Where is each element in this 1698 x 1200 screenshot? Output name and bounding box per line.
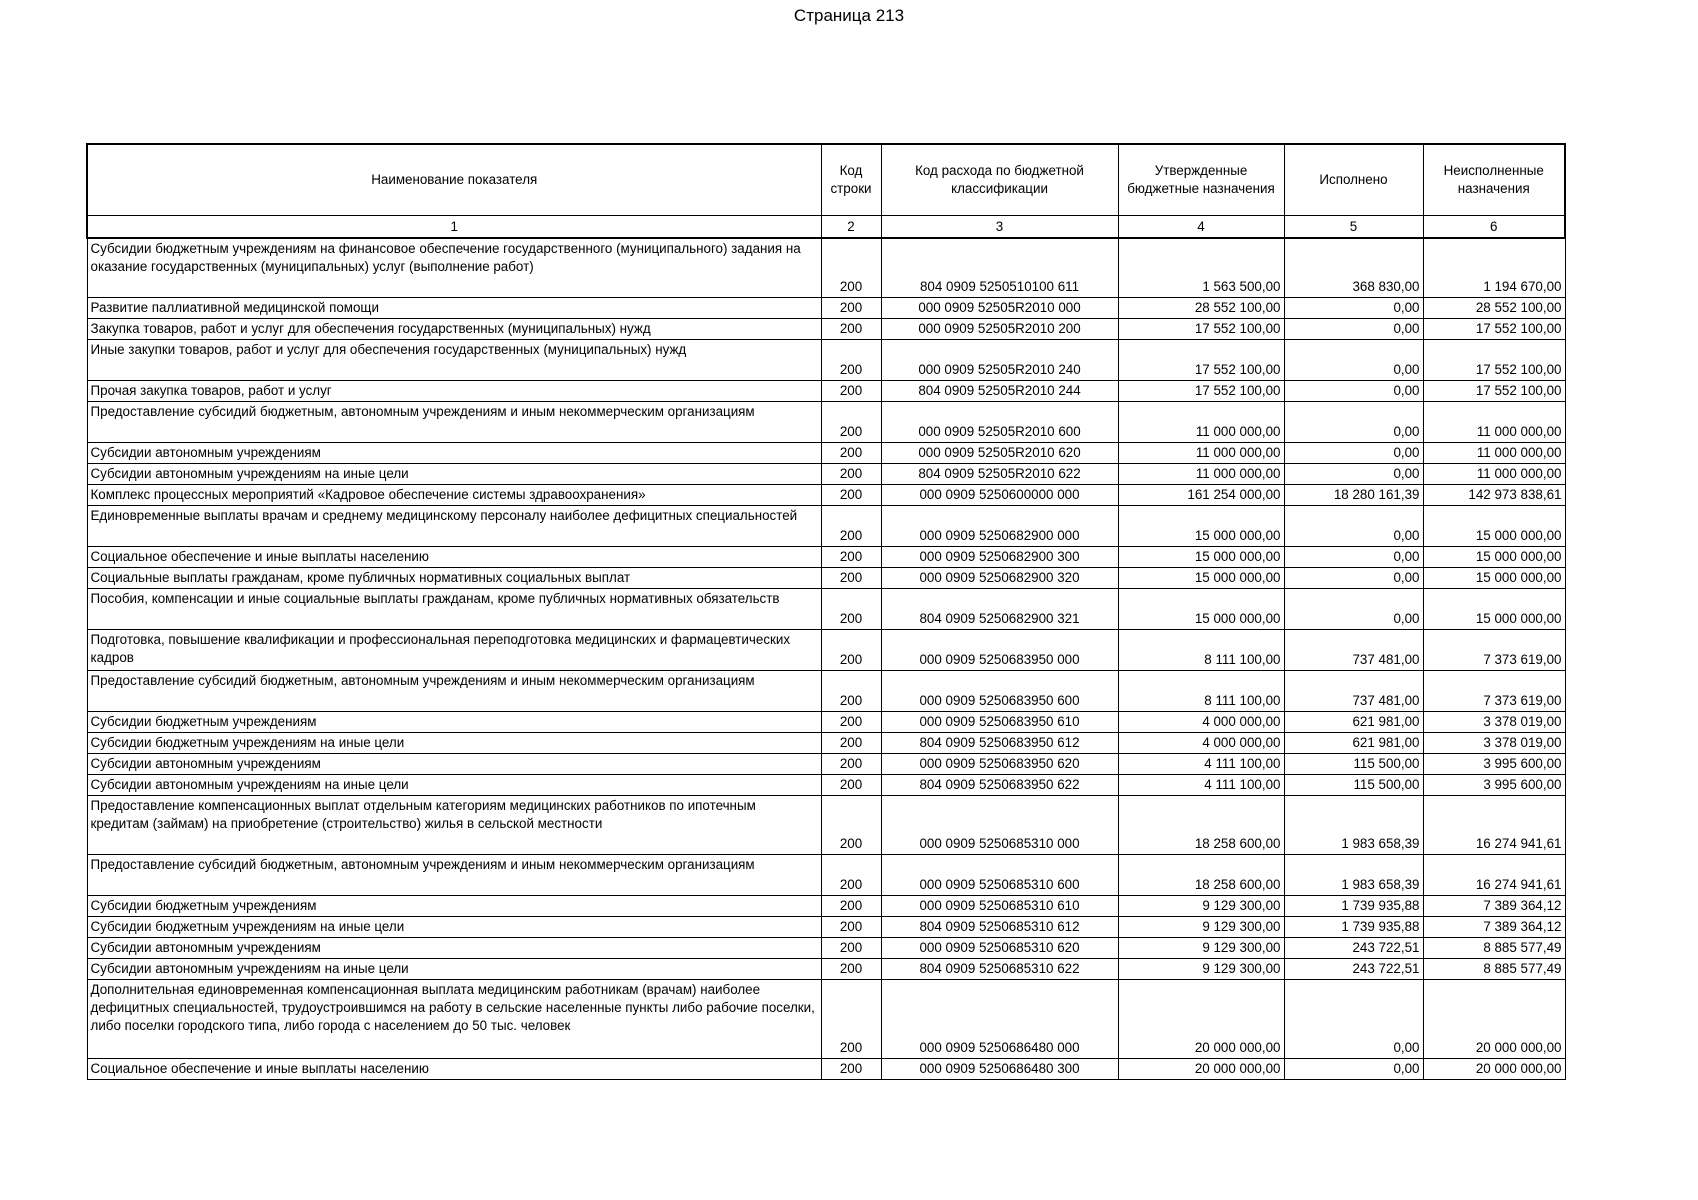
row-budget-code-cell: 000 0909 5250683950 000 bbox=[881, 630, 1118, 671]
table-row bbox=[87, 733, 1565, 754]
row-line-code-cell: 200 bbox=[821, 959, 881, 980]
row-budget-code-cell: 000 0909 5250686480 300 bbox=[881, 1059, 1118, 1080]
row-line-code-cell: 200 bbox=[821, 443, 881, 464]
row-approved-cell: 15 000 000,00 bbox=[1118, 568, 1284, 589]
row-executed-cell: 621 981,00 bbox=[1284, 733, 1423, 754]
row-unexecuted-cell: 11 000 000,00 bbox=[1423, 402, 1565, 443]
row-executed-cell: 0,00 bbox=[1284, 319, 1423, 340]
table-body bbox=[87, 238, 1565, 1080]
row-executed-cell: 737 481,00 bbox=[1284, 671, 1423, 712]
table-row bbox=[87, 938, 1565, 959]
table-row bbox=[87, 896, 1565, 917]
row-name-cell: Субсидии бюджетным учреждениям bbox=[87, 896, 821, 917]
row-budget-code-cell: 804 0909 5250683950 622 bbox=[881, 775, 1118, 796]
row-unexecuted-cell: 3 995 600,00 bbox=[1423, 754, 1565, 775]
row-line-code-cell: 200 bbox=[821, 568, 881, 589]
row-unexecuted-cell: 8 885 577,49 bbox=[1423, 959, 1565, 980]
row-approved-cell: 8 111 100,00 bbox=[1118, 671, 1284, 712]
row-budget-code-cell: 000 0909 5250685310 600 bbox=[881, 855, 1118, 896]
row-budget-code-cell: 000 0909 5250683950 620 bbox=[881, 754, 1118, 775]
row-approved-cell: 9 129 300,00 bbox=[1118, 917, 1284, 938]
row-line-code-cell: 200 bbox=[821, 402, 881, 443]
row-budget-code-cell: 000 0909 5250685310 000 bbox=[881, 796, 1118, 855]
table-row bbox=[87, 959, 1565, 980]
row-name-cell: Комплекс процессных мероприятий «Кадровое обеспечение системы здравоохранения» bbox=[87, 485, 821, 506]
row-budget-code-cell: 000 0909 5250600000 000 bbox=[881, 485, 1118, 506]
row-executed-cell: 0,00 bbox=[1284, 443, 1423, 464]
row-name-cell: Предоставление субсидий бюджетным, автономным учреждениям и иным некоммерческим организациям bbox=[87, 402, 821, 443]
row-line-code-cell: 200 bbox=[821, 589, 881, 630]
row-executed-cell: 0,00 bbox=[1284, 506, 1423, 547]
row-budget-code-cell: 000 0909 5250683950 610 bbox=[881, 712, 1118, 733]
row-approved-cell: 9 129 300,00 bbox=[1118, 959, 1284, 980]
header-unexecuted: Неисполненные назначения bbox=[1423, 144, 1565, 216]
row-executed-cell: 0,00 bbox=[1284, 298, 1423, 319]
row-line-code-cell: 200 bbox=[821, 547, 881, 568]
row-budget-code-cell: 000 0909 5250682900 000 bbox=[881, 506, 1118, 547]
row-line-code-cell: 200 bbox=[821, 855, 881, 896]
row-approved-cell: 9 129 300,00 bbox=[1118, 896, 1284, 917]
page-title: Страница 213 bbox=[793, 6, 905, 25]
table-row bbox=[87, 589, 1565, 630]
row-name-cell: Субсидии бюджетным учреждениям на иные цели bbox=[87, 733, 821, 754]
row-approved-cell: 161 254 000,00 bbox=[1118, 485, 1284, 506]
row-line-code-cell: 200 bbox=[821, 506, 881, 547]
row-unexecuted-cell: 7 389 364,12 bbox=[1423, 917, 1565, 938]
row-budget-code-cell: 000 0909 52505R2010 600 bbox=[881, 402, 1118, 443]
row-unexecuted-cell: 15 000 000,00 bbox=[1423, 547, 1565, 568]
row-line-code-cell: 200 bbox=[821, 796, 881, 855]
row-unexecuted-cell: 1 194 670,00 bbox=[1423, 238, 1565, 298]
row-unexecuted-cell: 3 378 019,00 bbox=[1423, 712, 1565, 733]
table-row bbox=[87, 1059, 1565, 1080]
row-executed-cell: 243 722,51 bbox=[1284, 959, 1423, 980]
row-unexecuted-cell: 142 973 838,61 bbox=[1423, 485, 1565, 506]
row-executed-cell: 1 983 658,39 bbox=[1284, 796, 1423, 855]
row-line-code-cell: 200 bbox=[821, 238, 881, 298]
row-approved-cell: 17 552 100,00 bbox=[1118, 381, 1284, 402]
header-executed: Исполнено bbox=[1284, 144, 1423, 216]
row-approved-cell: 18 258 600,00 bbox=[1118, 855, 1284, 896]
row-executed-cell: 0,00 bbox=[1284, 402, 1423, 443]
column-number: 3 bbox=[881, 216, 1118, 239]
row-line-code-cell: 200 bbox=[821, 1059, 881, 1080]
table-row bbox=[87, 238, 1565, 298]
row-executed-cell: 18 280 161,39 bbox=[1284, 485, 1423, 506]
row-unexecuted-cell: 7 373 619,00 bbox=[1423, 671, 1565, 712]
row-executed-cell: 368 830,00 bbox=[1284, 238, 1423, 298]
table-row bbox=[87, 506, 1565, 547]
header-line-code: Код строки bbox=[821, 144, 881, 216]
row-line-code-cell: 200 bbox=[821, 775, 881, 796]
row-line-code-cell: 200 bbox=[821, 754, 881, 775]
row-unexecuted-cell: 16 274 941,61 bbox=[1423, 855, 1565, 896]
row-approved-cell: 9 129 300,00 bbox=[1118, 938, 1284, 959]
row-executed-cell: 0,00 bbox=[1284, 1059, 1423, 1080]
row-line-code-cell: 200 bbox=[821, 298, 881, 319]
row-line-code-cell: 200 bbox=[821, 340, 881, 381]
row-unexecuted-cell: 7 389 364,12 bbox=[1423, 896, 1565, 917]
table-row bbox=[87, 340, 1565, 381]
table-row bbox=[87, 796, 1565, 855]
table-row bbox=[87, 381, 1565, 402]
row-budget-code-cell: 804 0909 5250510100 611 bbox=[881, 238, 1118, 298]
row-approved-cell: 20 000 000,00 bbox=[1118, 980, 1284, 1059]
row-line-code-cell: 200 bbox=[821, 630, 881, 671]
row-budget-code-cell: 000 0909 5250682900 300 bbox=[881, 547, 1118, 568]
row-name-cell: Социальное обеспечение и иные выплаты населению bbox=[87, 547, 821, 568]
table-row bbox=[87, 630, 1565, 671]
row-unexecuted-cell: 7 373 619,00 bbox=[1423, 630, 1565, 671]
row-name-cell: Субсидии бюджетным учреждениям на иные цели bbox=[87, 917, 821, 938]
row-executed-cell: 0,00 bbox=[1284, 589, 1423, 630]
row-executed-cell: 0,00 bbox=[1284, 381, 1423, 402]
row-line-code-cell: 200 bbox=[821, 319, 881, 340]
header-budget-code: Код расхода по бюджетной классификации bbox=[881, 144, 1118, 216]
row-approved-cell: 8 111 100,00 bbox=[1118, 630, 1284, 671]
row-name-cell: Предоставление субсидий бюджетным, автономным учреждениям и иным некоммерческим организациям bbox=[87, 855, 821, 896]
row-unexecuted-cell: 8 885 577,49 bbox=[1423, 938, 1565, 959]
row-executed-cell: 0,00 bbox=[1284, 547, 1423, 568]
column-number: 2 bbox=[821, 216, 881, 239]
row-executed-cell: 1 739 935,88 bbox=[1284, 896, 1423, 917]
row-unexecuted-cell: 15 000 000,00 bbox=[1423, 568, 1565, 589]
row-executed-cell: 621 981,00 bbox=[1284, 712, 1423, 733]
row-approved-cell: 17 552 100,00 bbox=[1118, 319, 1284, 340]
row-line-code-cell: 200 bbox=[821, 464, 881, 485]
row-budget-code-cell: 000 0909 5250685310 610 bbox=[881, 896, 1118, 917]
row-budget-code-cell: 804 0909 52505R2010 622 bbox=[881, 464, 1118, 485]
row-executed-cell: 1 983 658,39 bbox=[1284, 855, 1423, 896]
row-unexecuted-cell: 17 552 100,00 bbox=[1423, 381, 1565, 402]
row-budget-code-cell: 804 0909 5250685310 612 bbox=[881, 917, 1118, 938]
row-name-cell: Субсидии автономным учреждениям на иные цели bbox=[87, 775, 821, 796]
row-budget-code-cell: 000 0909 5250682900 320 bbox=[881, 568, 1118, 589]
row-budget-code-cell: 000 0909 5250683950 600 bbox=[881, 671, 1118, 712]
row-approved-cell: 11 000 000,00 bbox=[1118, 443, 1284, 464]
table-row bbox=[87, 980, 1565, 1059]
table-row bbox=[87, 917, 1565, 938]
row-name-cell: Подготовка, повышение квалификации и профессиональная переподготовка медицинских и фармацевтических кадров bbox=[87, 630, 821, 671]
row-name-cell: Субсидии автономным учреждениям bbox=[87, 938, 821, 959]
row-approved-cell: 15 000 000,00 bbox=[1118, 506, 1284, 547]
column-number: 1 bbox=[87, 216, 821, 239]
table-row bbox=[87, 298, 1565, 319]
row-budget-code-cell: 000 0909 52505R2010 620 bbox=[881, 443, 1118, 464]
row-approved-cell: 18 258 600,00 bbox=[1118, 796, 1284, 855]
row-budget-code-cell: 000 0909 5250685310 620 bbox=[881, 938, 1118, 959]
row-line-code-cell: 200 bbox=[821, 671, 881, 712]
table-row bbox=[87, 547, 1565, 568]
row-budget-code-cell: 000 0909 52505R2010 000 bbox=[881, 298, 1118, 319]
row-unexecuted-cell: 15 000 000,00 bbox=[1423, 506, 1565, 547]
row-unexecuted-cell: 15 000 000,00 bbox=[1423, 589, 1565, 630]
row-name-cell: Прочая закупка товаров, работ и услуг bbox=[87, 381, 821, 402]
row-approved-cell: 28 552 100,00 bbox=[1118, 298, 1284, 319]
row-name-cell: Предоставление компенсационных выплат отдельным категориям медицинских работников по ипотечным кредитам (займам) на приобретение (строительство) жилья в сельской местности bbox=[87, 796, 821, 855]
row-budget-code-cell: 804 0909 5250683950 612 bbox=[881, 733, 1118, 754]
row-approved-cell: 4 111 100,00 bbox=[1118, 775, 1284, 796]
row-executed-cell: 0,00 bbox=[1284, 568, 1423, 589]
table-row bbox=[87, 775, 1565, 796]
row-executed-cell: 0,00 bbox=[1284, 464, 1423, 485]
row-name-cell: Иные закупки товаров, работ и услуг для обеспечения государственных (муниципальных) нужд bbox=[87, 340, 821, 381]
table-row bbox=[87, 712, 1565, 733]
header-name: Наименование показателя bbox=[87, 144, 821, 216]
table-header bbox=[87, 144, 1565, 238]
row-approved-cell: 15 000 000,00 bbox=[1118, 589, 1284, 630]
table-row bbox=[87, 464, 1565, 485]
row-name-cell: Социальные выплаты гражданам, кроме публичных нормативных социальных выплат bbox=[87, 568, 821, 589]
row-budget-code-cell: 000 0909 52505R2010 240 bbox=[881, 340, 1118, 381]
row-line-code-cell: 200 bbox=[821, 980, 881, 1059]
row-unexecuted-cell: 11 000 000,00 bbox=[1423, 443, 1565, 464]
row-approved-cell: 15 000 000,00 bbox=[1118, 547, 1284, 568]
column-number: 4 bbox=[1118, 216, 1284, 239]
row-line-code-cell: 200 bbox=[821, 381, 881, 402]
table-row bbox=[87, 855, 1565, 896]
row-unexecuted-cell: 3 995 600,00 bbox=[1423, 775, 1565, 796]
table-row bbox=[87, 443, 1565, 464]
row-name-cell: Субсидии автономным учреждениям на иные цели bbox=[87, 464, 821, 485]
table-row bbox=[87, 485, 1565, 506]
row-line-code-cell: 200 bbox=[821, 938, 881, 959]
row-budget-code-cell: 804 0909 52505R2010 244 bbox=[881, 381, 1118, 402]
table-row bbox=[87, 319, 1565, 340]
column-number: 5 bbox=[1284, 216, 1423, 239]
row-name-cell: Субсидии бюджетным учреждениям на финансовое обеспечение государственного (муниципального) задания на оказание государственных (муниципальных) услуг (выполнение работ) bbox=[87, 238, 821, 298]
row-name-cell: Социальное обеспечение и иные выплаты населению bbox=[87, 1059, 821, 1080]
row-budget-code-cell: 804 0909 5250682900 321 bbox=[881, 589, 1118, 630]
column-number: 6 bbox=[1423, 216, 1565, 239]
row-line-code-cell: 200 bbox=[821, 733, 881, 754]
row-name-cell: Субсидии бюджетным учреждениям bbox=[87, 712, 821, 733]
row-approved-cell: 4 000 000,00 bbox=[1118, 712, 1284, 733]
table-row bbox=[87, 568, 1565, 589]
row-executed-cell: 115 500,00 bbox=[1284, 775, 1423, 796]
row-name-cell: Предоставление субсидий бюджетным, автономным учреждениям и иным некоммерческим организациям bbox=[87, 671, 821, 712]
row-unexecuted-cell: 20 000 000,00 bbox=[1423, 980, 1565, 1059]
budget-report-table bbox=[86, 143, 1566, 1080]
row-name-cell: Единовременные выплаты врачам и среднему медицинскому персоналу наиболее дефицитных специальностей bbox=[87, 506, 821, 547]
row-name-cell: Субсидии автономным учреждениям на иные цели bbox=[87, 959, 821, 980]
table-row bbox=[87, 402, 1565, 443]
table-row bbox=[87, 671, 1565, 712]
row-approved-cell: 4 000 000,00 bbox=[1118, 733, 1284, 754]
row-executed-cell: 737 481,00 bbox=[1284, 630, 1423, 671]
row-approved-cell: 1 563 500,00 bbox=[1118, 238, 1284, 298]
row-unexecuted-cell: 20 000 000,00 bbox=[1423, 1059, 1565, 1080]
row-budget-code-cell: 000 0909 5250686480 000 bbox=[881, 980, 1118, 1059]
row-unexecuted-cell: 11 000 000,00 bbox=[1423, 464, 1565, 485]
header-approved: Утвержденные бюджетные назначения bbox=[1118, 144, 1284, 216]
row-line-code-cell: 200 bbox=[821, 485, 881, 506]
row-unexecuted-cell: 17 552 100,00 bbox=[1423, 340, 1565, 381]
row-line-code-cell: 200 bbox=[821, 917, 881, 938]
row-name-cell: Субсидии автономным учреждениям bbox=[87, 754, 821, 775]
table-row bbox=[87, 754, 1565, 775]
row-line-code-cell: 200 bbox=[821, 896, 881, 917]
row-name-cell: Закупка товаров, работ и услуг для обеспечения государственных (муниципальных) нужд bbox=[87, 319, 821, 340]
row-name-cell: Субсидии автономным учреждениям bbox=[87, 443, 821, 464]
row-executed-cell: 243 722,51 bbox=[1284, 938, 1423, 959]
row-budget-code-cell: 000 0909 52505R2010 200 bbox=[881, 319, 1118, 340]
row-unexecuted-cell: 28 552 100,00 bbox=[1423, 298, 1565, 319]
row-unexecuted-cell: 16 274 941,61 bbox=[1423, 796, 1565, 855]
row-name-cell: Развитие паллиативной медицинской помощи bbox=[87, 298, 821, 319]
row-executed-cell: 0,00 bbox=[1284, 340, 1423, 381]
row-executed-cell: 1 739 935,88 bbox=[1284, 917, 1423, 938]
row-approved-cell: 11 000 000,00 bbox=[1118, 402, 1284, 443]
row-budget-code-cell: 804 0909 5250685310 622 bbox=[881, 959, 1118, 980]
row-name-cell: Дополнительная единовременная компенсационная выплата медицинским работникам (врачам) наиболее дефицитных специальностей, трудоустроившимся на работу в сельские населенные пункты либо рабочие поселки, либо поселки городского типа, либо города с населением до 50 тыс. человек bbox=[87, 980, 821, 1059]
row-approved-cell: 20 000 000,00 bbox=[1118, 1059, 1284, 1080]
row-approved-cell: 11 000 000,00 bbox=[1118, 464, 1284, 485]
row-unexecuted-cell: 17 552 100,00 bbox=[1423, 319, 1565, 340]
row-approved-cell: 4 111 100,00 bbox=[1118, 754, 1284, 775]
row-executed-cell: 0,00 bbox=[1284, 980, 1423, 1059]
row-line-code-cell: 200 bbox=[821, 712, 881, 733]
row-approved-cell: 17 552 100,00 bbox=[1118, 340, 1284, 381]
row-unexecuted-cell: 3 378 019,00 bbox=[1423, 733, 1565, 754]
row-name-cell: Пособия, компенсации и иные социальные выплаты гражданам, кроме публичных нормативных обязательств bbox=[87, 589, 821, 630]
row-executed-cell: 115 500,00 bbox=[1284, 754, 1423, 775]
